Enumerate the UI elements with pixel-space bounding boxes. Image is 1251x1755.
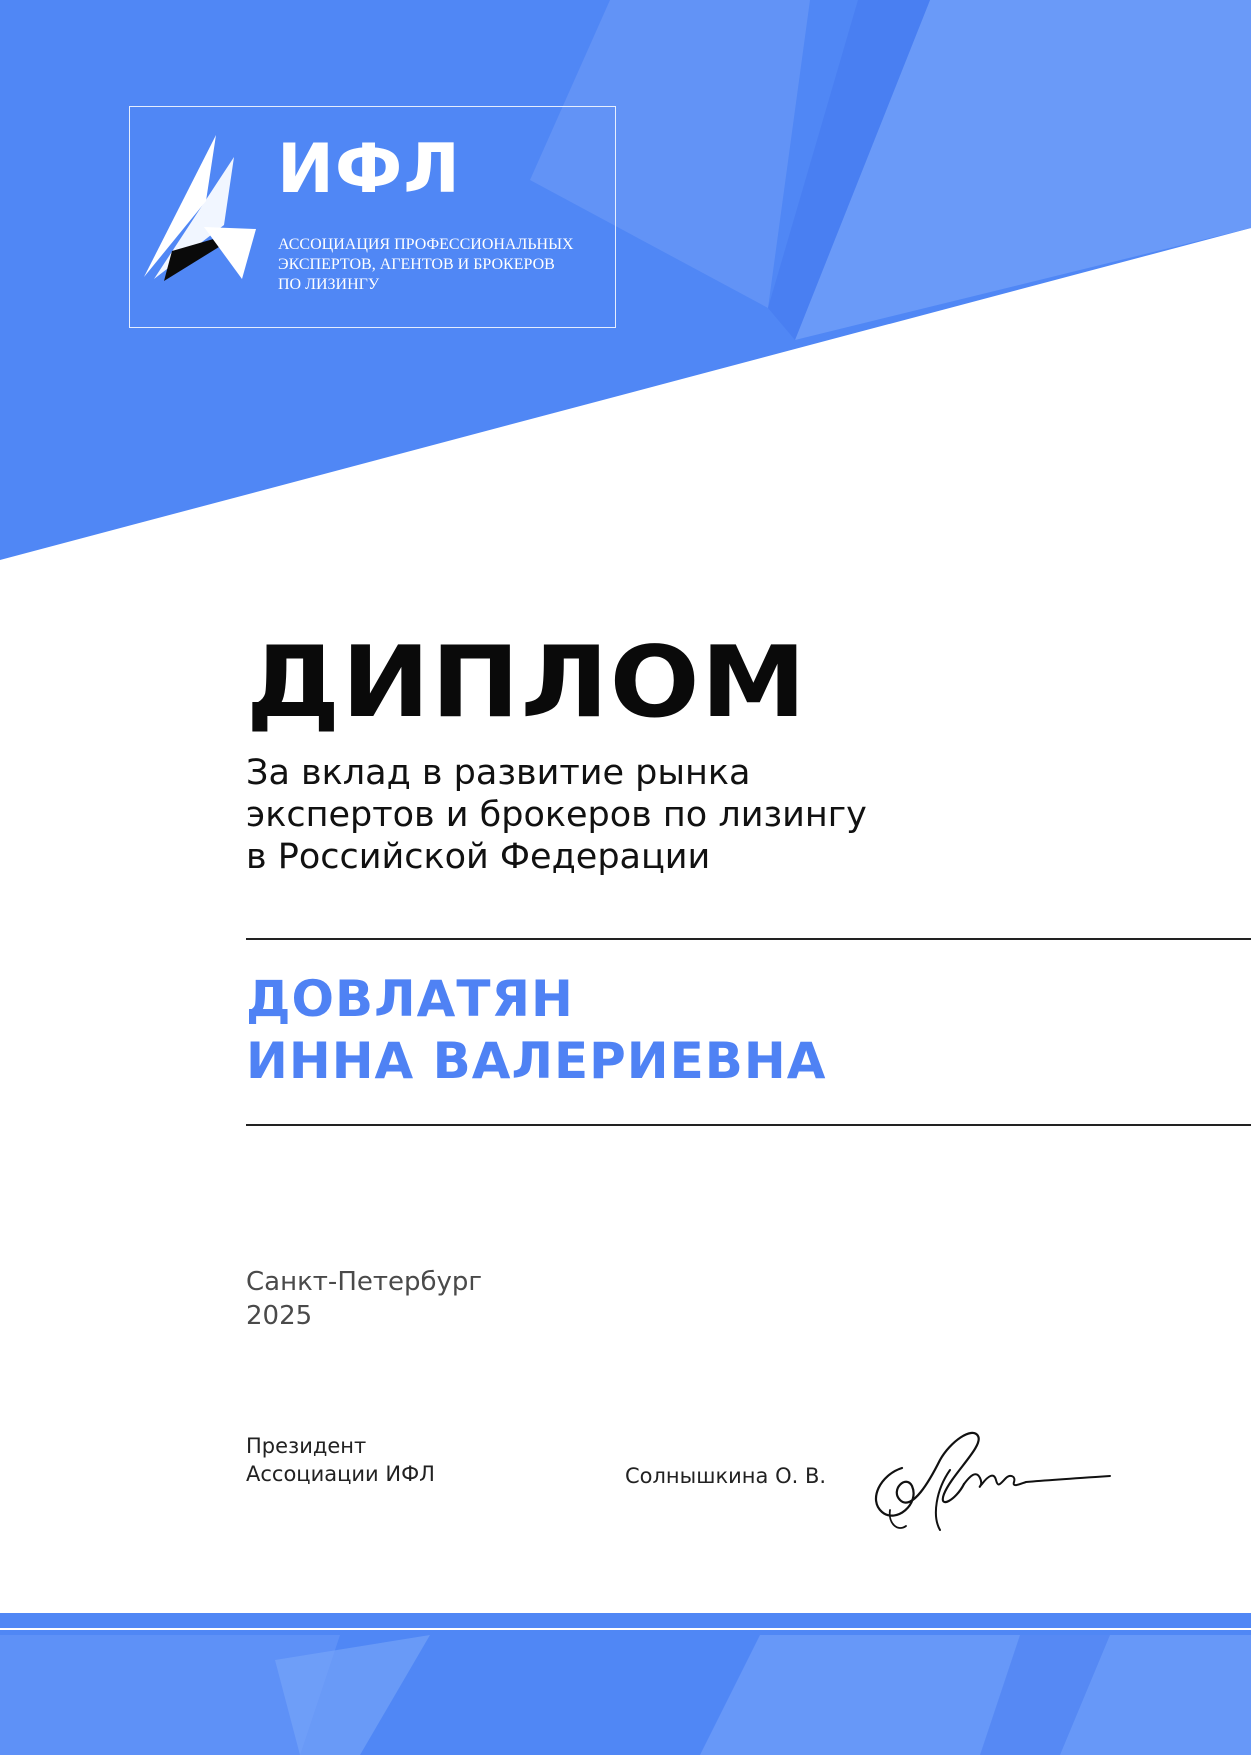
divider-top [246,938,1251,940]
triangle-arrow-logo-icon [144,129,264,289]
recipient-surname: ДОВЛАТЯН [246,970,574,1028]
role-line: Ассоциации ИФЛ [246,1462,435,1486]
diploma-title: ДИПЛОМ [246,626,808,740]
signatory-role [246,1432,435,1488]
subtitle-line: За вклад в развитие рынка [246,753,751,793]
place-and-date [246,1265,482,1333]
diploma-subtitle [246,752,867,878]
recipient-name [246,968,826,1092]
logo-title: ИФЛ [277,130,461,209]
logo-subtitle-line: ПО ЛИЗИНГУ [278,276,380,293]
subtitle-line: в Российской Федерации [246,837,711,877]
signatory-name: Солнышкина О. В. [625,1464,827,1488]
handwritten-signature-icon [860,1420,1120,1540]
year: 2025 [246,1301,313,1331]
logo-block [129,106,616,328]
divider-bottom [246,1124,1251,1126]
city: Санкт-Петербург [246,1267,483,1297]
logo-subtitle [278,235,608,295]
recipient-given-names: ИННА ВАЛЕРИЕВНА [246,1032,827,1090]
logo-subtitle-line: ЭКСПЕРТОВ, АГЕНТОВ И БРОКЕРОВ [278,256,555,273]
logo-subtitle-line: АССОЦИАЦИЯ ПРОФЕССИОНАЛЬНЫХ [278,236,574,253]
role-line: Президент [246,1434,367,1458]
bottom-light-stripe-3 [700,1635,1251,1755]
subtitle-line: экспертов и брокеров по лизингу [246,795,867,835]
